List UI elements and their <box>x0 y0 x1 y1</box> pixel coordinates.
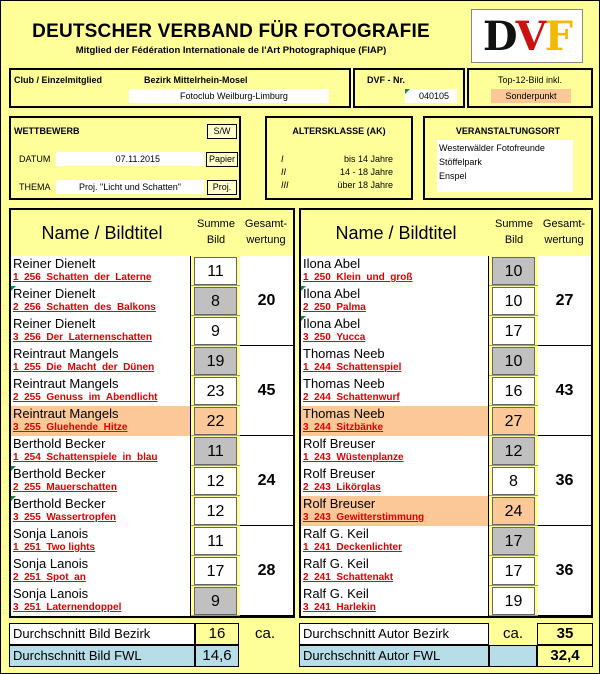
image-title: 1_251_Two lights <box>13 542 96 553</box>
dvf-logo <box>471 9 583 63</box>
ak-text-3: über 18 Jahre <box>337 180 393 190</box>
comment-marker-icon <box>301 316 306 321</box>
table-row <box>11 316 241 346</box>
author-name: Sonja Lanois <box>13 526 89 541</box>
bezirk-label: Bezirk Mittelrhein-Mosel <box>144 75 248 85</box>
entry-cell[interactable] <box>301 376 489 406</box>
score-cell[interactable]: 12 <box>194 497 237 525</box>
left-header-summe <box>193 216 239 248</box>
ak-text-1: bis 14 Jahre <box>343 154 393 164</box>
image-title: 2_256_Schatten_des_Balkons <box>13 302 156 313</box>
image-title: 3_251_Laternendoppel <box>13 602 122 613</box>
ak-text-2: 14 - 18 Jahre <box>339 167 393 177</box>
club-label: Club / Einzelmitglied <box>14 75 103 85</box>
author-name: Ilona Abel <box>303 316 361 331</box>
table-row <box>301 286 539 316</box>
image-title: 1_241_Deckenlichter <box>303 542 402 553</box>
ak-roman-3: III <box>281 180 289 190</box>
image-title: 3_250_Yucca <box>303 332 366 343</box>
autor-bezirk-value: 35 <box>537 623 593 645</box>
left-header-summe-1: Summe <box>197 218 235 230</box>
author-name: Thomas Neeb <box>303 346 385 361</box>
veranstaltungsort-box <box>423 116 593 200</box>
entry-cell[interactable] <box>301 526 489 556</box>
score-cell[interactable]: 8 <box>492 467 535 495</box>
image-title: 1_250_Klein_und_groß <box>303 272 413 283</box>
entry-cell[interactable] <box>11 556 191 586</box>
author-name: Reintraut Mangels <box>13 376 119 391</box>
papier-button[interactable]: Papier <box>206 152 238 167</box>
author-name: Ilona Abel <box>303 256 361 271</box>
right-score-table <box>299 208 593 618</box>
sw-button[interactable]: S/W <box>207 124 237 139</box>
proj-button[interactable]: Proj. <box>207 180 237 195</box>
image-title: 2_255_Genuss_im_Abendlicht <box>13 392 158 403</box>
ca-label-2: ca. <box>502 625 523 642</box>
dvf-nr-label: DVF - Nr. <box>367 75 406 85</box>
author-name: Sonja Lanois <box>13 556 89 571</box>
left-header-gesamt <box>239 216 293 248</box>
ak-roman-1: I <box>281 154 284 164</box>
dvf-nr-field[interactable]: 040105 <box>405 89 457 103</box>
group-total: 45 <box>240 346 293 436</box>
left-header-gesamt-1: Gesamt- <box>244 218 288 230</box>
score-cell[interactable]: 19 <box>194 347 237 375</box>
comment-marker-icon <box>11 496 16 501</box>
right-header-summe-1: Summe <box>495 218 533 230</box>
altersklasse-label: ALTERSKLASSE (AK) <box>292 126 386 136</box>
author-name: Thomas Neeb <box>303 376 385 391</box>
top12-box <box>467 68 593 108</box>
comment-marker-icon <box>11 466 16 471</box>
score-cell[interactable]: 17 <box>492 557 535 585</box>
score-cell[interactable]: 16 <box>492 377 535 405</box>
left-header-summe-2: Bild <box>206 234 226 246</box>
author-name: Rolf Breuser <box>303 436 376 451</box>
entry-cell[interactable] <box>301 406 489 436</box>
group-total: 43 <box>538 346 591 436</box>
logo-letter-d: D <box>482 12 516 60</box>
entry-cell[interactable] <box>301 316 489 346</box>
table-row <box>301 496 539 526</box>
table-row <box>11 286 241 316</box>
author-name: Rolf Breuser <box>303 466 376 481</box>
score-cell[interactable]: 10 <box>492 257 535 285</box>
author-name: Thomas Neeb <box>303 406 385 421</box>
author-name: Ralf G. Keil <box>303 586 369 601</box>
score-cell[interactable]: 11 <box>194 257 237 285</box>
entry-cell[interactable] <box>301 286 489 316</box>
score-cell[interactable]: 12 <box>194 467 237 495</box>
ca-label-1: ca. <box>254 625 275 642</box>
entry-cell[interactable] <box>11 346 191 376</box>
entry-cell[interactable] <box>301 466 489 496</box>
right-header-gesamt <box>537 216 591 248</box>
score-cell[interactable]: 17 <box>492 527 535 555</box>
image-title: 3_241_Harlekin <box>303 602 376 613</box>
entry-cell[interactable] <box>11 376 191 406</box>
score-cell[interactable]: 27 <box>492 407 535 435</box>
entry-cell[interactable] <box>11 406 191 436</box>
table-row <box>11 346 241 376</box>
score-cell[interactable]: 17 <box>194 557 237 585</box>
group-total: 36 <box>538 526 591 616</box>
image-title: 2_244_Schattenwurf <box>303 392 400 403</box>
score-cell[interactable]: 9 <box>194 587 237 615</box>
score-cell[interactable]: 17 <box>492 317 535 345</box>
table-row <box>301 316 539 346</box>
entry-cell[interactable] <box>301 346 489 376</box>
table-row <box>301 436 539 466</box>
author-name: Ralf G. Keil <box>303 556 369 571</box>
autor-fwl-spacer <box>489 645 537 667</box>
image-title: 2_251_Spot_an <box>13 572 86 583</box>
table-row <box>301 556 539 586</box>
datum-label: DATUM <box>19 154 51 164</box>
score-cell[interactable]: 10 <box>492 347 535 375</box>
left-header-gesamt-2: wertung <box>246 234 286 246</box>
bild-bezirk-value: 16 <box>195 623 239 645</box>
author-name: Rolf Breuser <box>303 496 376 511</box>
image-title: 3_255_Gluehende_Hitze <box>13 422 128 433</box>
bild-fwl-label: Durchschnitt Bild FWL <box>9 645 195 667</box>
logo-letter-f: F <box>544 12 572 60</box>
bild-fwl-value: 14,6 <box>195 645 239 667</box>
dvf-nr-box <box>353 68 465 108</box>
thema-field[interactable]: Proj. "Licht und Schatten" <box>56 180 204 194</box>
score-cell[interactable]: 24 <box>492 497 535 525</box>
entry-cell[interactable] <box>301 496 489 526</box>
ak-roman-2: II <box>281 167 287 177</box>
page-title: DEUTSCHER VERBAND FÜR FOTOGRAFIE <box>32 21 430 42</box>
table-row <box>301 376 539 406</box>
image-title: 1_256_Schatten_der_Laterne <box>13 272 152 283</box>
right-header-gesamt-1: Gesamt- <box>542 218 586 230</box>
table-row <box>11 586 241 616</box>
group-total: 20 <box>240 256 293 346</box>
entry-cell[interactable] <box>11 256 191 286</box>
thema-label: THEMA <box>19 182 51 192</box>
right-header-summe-2: Bild <box>504 234 524 246</box>
author-name: Reiner Dienelt <box>13 316 96 331</box>
entry-cell[interactable] <box>11 526 191 556</box>
right-header-summe <box>491 216 537 248</box>
author-name: Reintraut Mangels <box>13 406 119 421</box>
author-name: Ilona Abel <box>303 286 361 301</box>
image-title: 2_241_Schattenakt <box>303 572 394 583</box>
table-row <box>11 256 241 286</box>
comment-marker-icon <box>301 286 306 291</box>
club-box <box>9 68 351 108</box>
score-cell[interactable]: 8 <box>194 287 237 315</box>
score-cell[interactable]: 22 <box>194 407 237 435</box>
veranstaltungsort-field[interactable] <box>437 140 573 192</box>
score-cell[interactable]: 9 <box>194 317 237 345</box>
score-cell[interactable]: 12 <box>492 437 535 465</box>
bild-bezirk-label: Durchschnitt Bild Bezirk <box>9 623 195 645</box>
table-row <box>11 406 241 436</box>
entry-cell[interactable] <box>301 436 489 466</box>
score-cell[interactable]: 11 <box>194 527 237 555</box>
entry-cell[interactable] <box>301 586 489 616</box>
group-total: 36 <box>538 436 591 526</box>
logo-letter-v: V <box>515 12 545 60</box>
entry-cell[interactable] <box>11 586 191 616</box>
table-row <box>11 466 241 496</box>
table-row <box>301 526 539 556</box>
top12-sonderpunkt: Sonderpunkt <box>491 89 571 103</box>
autor-fwl-label: Durchschnitt Autor FWL <box>299 645 489 667</box>
table-row <box>301 586 539 616</box>
entry-cell[interactable] <box>11 286 191 316</box>
ort-line-1: Westerwälder Fotofreunde <box>439 143 545 153</box>
left-header-name: Name / Bildtitel <box>41 223 163 243</box>
table-row <box>301 346 539 376</box>
table-row <box>11 556 241 586</box>
image-title: 1_255_Die_Macht_der_Dünen <box>13 362 155 373</box>
table-row <box>11 496 241 526</box>
veranstaltungsort-label: VERANSTALTUNGSORT <box>455 126 561 136</box>
image-title: 1_244_Schattenspiel <box>303 362 402 373</box>
score-cell[interactable]: 10 <box>492 287 535 315</box>
entry-cell[interactable] <box>11 496 191 526</box>
author-name: Reiner Dienelt <box>13 286 96 301</box>
image-title: 3_243_Gewitterstimmung <box>303 512 425 523</box>
author-name: Reintraut Mangels <box>13 346 119 361</box>
table-row <box>11 436 241 466</box>
autor-bezirk-label: Durchschnitt Autor Bezirk <box>299 623 489 645</box>
table-row <box>11 376 241 406</box>
autor-fwl-value: 32,4 <box>537 645 593 667</box>
wettbewerb-box <box>9 116 241 200</box>
author-name: Sonja Lanois <box>13 586 89 601</box>
datum-field[interactable]: 07.11.2015 <box>56 152 204 166</box>
left-score-table <box>9 208 295 618</box>
author-name: Reiner Dienelt <box>13 256 96 271</box>
score-cell[interactable]: 23 <box>194 377 237 405</box>
wettbewerb-label: WETTBEWERB <box>14 126 80 136</box>
ort-line-2: Stöffelpark <box>439 157 482 167</box>
altersklasse-box <box>265 116 413 200</box>
score-cell[interactable]: 11 <box>194 437 237 465</box>
comment-marker-icon <box>11 286 16 291</box>
top12-label: Top-12-Bild inkl. <box>497 75 563 85</box>
table-row <box>301 466 539 496</box>
comment-marker-icon <box>405 89 410 94</box>
group-total: 27 <box>538 256 591 346</box>
table-row <box>301 406 539 436</box>
image-title: 3_256_Der_Laternenschatten <box>13 332 152 343</box>
image-title: 1_254_Schattenspiele_in_blau <box>13 452 158 463</box>
page-subtitle: Mitglied der Fédération Internationale de l'Art Photographique (FIAP) <box>75 45 387 56</box>
entry-cell[interactable] <box>11 316 191 346</box>
image-title: 2_250_Palma <box>303 302 366 313</box>
right-header-name: Name / Bildtitel <box>335 223 457 243</box>
image-title: 2_243_Likörglas <box>303 482 381 493</box>
image-title: 1_243_Wüstenplanze <box>303 452 404 463</box>
image-title: 3_255_Wassertropfen <box>13 512 117 523</box>
score-cell[interactable]: 19 <box>492 587 535 615</box>
entry-cell[interactable] <box>301 256 489 286</box>
group-total: 28 <box>240 526 293 616</box>
image-title: 2_255_Mauerschatten <box>13 482 117 493</box>
right-header-gesamt-2: wertung <box>544 234 584 246</box>
author-name: Berthold Becker <box>13 436 106 451</box>
table-row <box>301 256 539 286</box>
entry-cell[interactable] <box>11 466 191 496</box>
author-name: Berthold Becker <box>13 496 106 511</box>
author-name: Ralf G. Keil <box>303 526 369 541</box>
ort-line-3: Enspel <box>439 171 467 181</box>
club-name-field[interactable]: Fotoclub Weilburg-Limburg <box>129 89 329 103</box>
author-name: Berthold Becker <box>13 466 106 481</box>
entry-cell[interactable] <box>11 436 191 466</box>
table-row <box>11 526 241 556</box>
image-title: 3_244_Sitzbänke <box>303 422 384 433</box>
entry-cell[interactable] <box>301 556 489 586</box>
group-total: 24 <box>240 436 293 526</box>
